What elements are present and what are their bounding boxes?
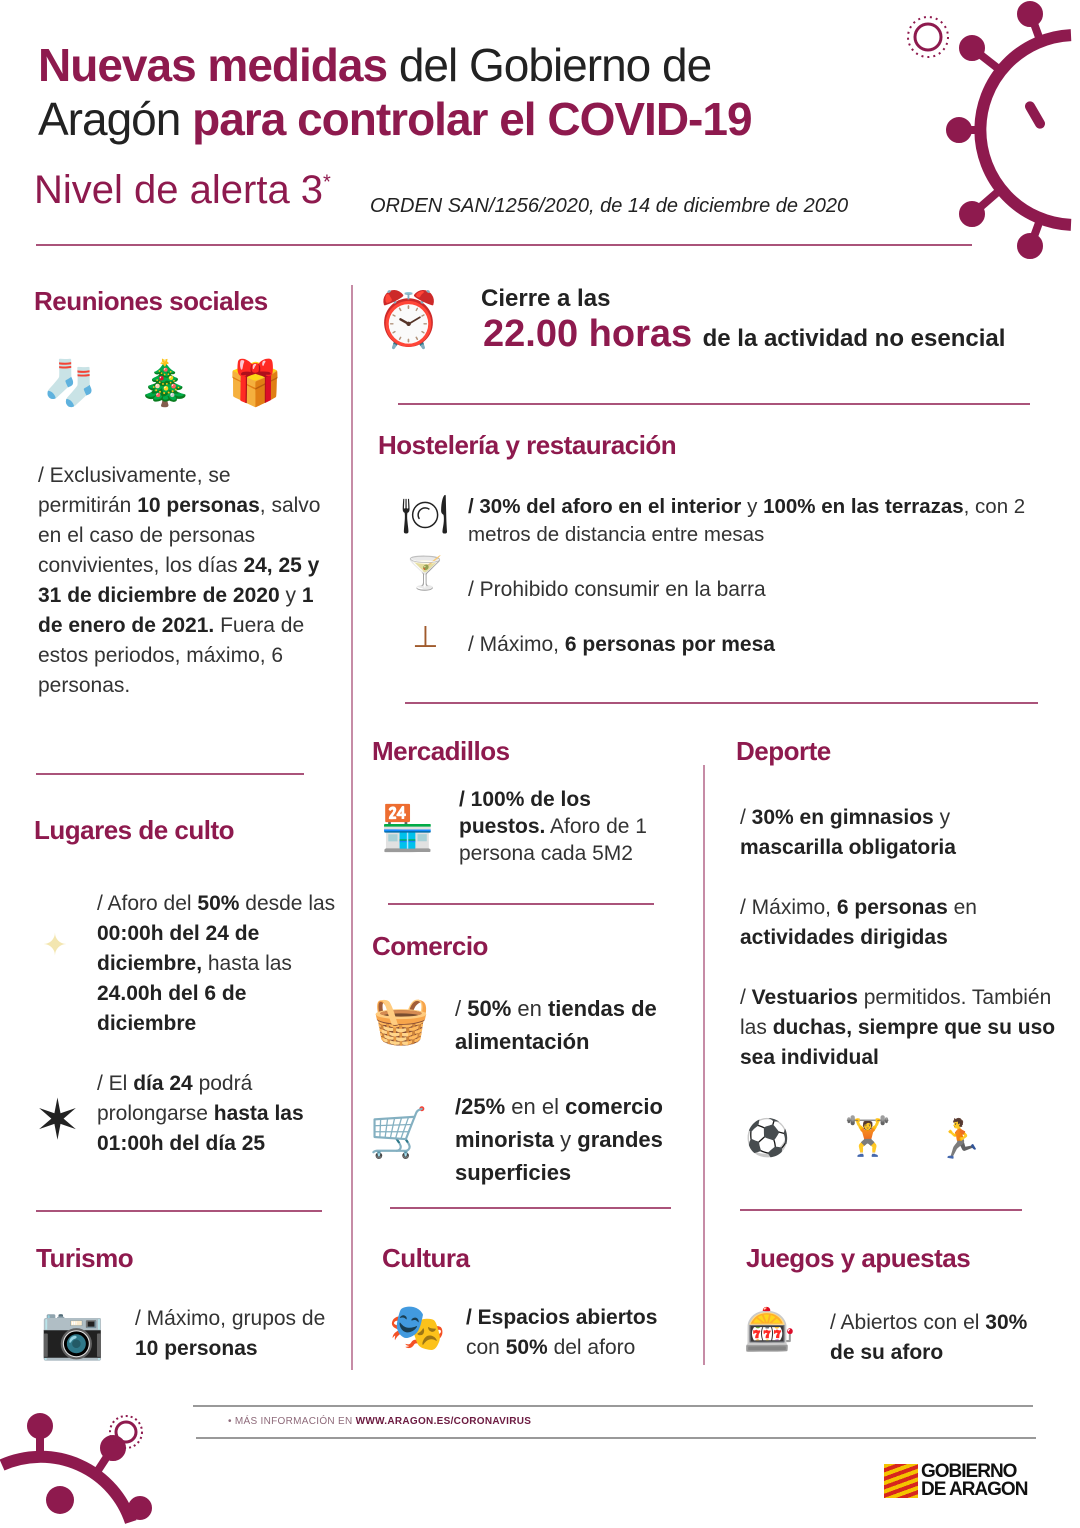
shopping-cart-icon: 🛒 — [368, 1107, 429, 1160]
text-segment: Fuera de estos periodos, máximo, 6 personas. — [38, 614, 305, 697]
text-segment: , con 2 metros de distancia entre mesas — [468, 495, 1026, 546]
text-segment: y — [554, 1127, 578, 1152]
text-segment: / Máximo, — [740, 896, 837, 919]
text-segment: y — [933, 806, 951, 829]
table-chairs-icon: ⊥ — [412, 620, 439, 654]
text-segment: / Máximo, grupos de — [135, 1307, 326, 1330]
text-segment: / Exclusivamente, se permitirán — [38, 464, 231, 517]
divider — [405, 702, 1038, 704]
text-segment: hasta las — [202, 952, 292, 975]
culto-item — [97, 1069, 337, 1159]
text-segment: / Máximo, — [468, 633, 565, 656]
light-glow-icon: ✦ — [42, 928, 68, 962]
divider — [390, 1207, 671, 1209]
text-emphasis: día 24 — [133, 1072, 193, 1095]
aragon-flag-icon — [884, 1464, 918, 1498]
closing-time: 22.00 horas — [483, 313, 693, 355]
text-segment: y — [279, 584, 302, 607]
section-title-hosteleria: Hostelería y restauración — [378, 430, 677, 460]
text-emphasis: 50% — [505, 1336, 548, 1359]
text-emphasis: / 100% de los puestos. — [459, 788, 591, 838]
reuniones-text — [38, 461, 323, 701]
text-emphasis: 6 personas por mesa — [564, 633, 775, 656]
ornaments-icon: 🎁 — [227, 358, 283, 408]
text-segment: / — [455, 996, 468, 1021]
divider — [36, 773, 304, 775]
section-title-deporte: Deporte — [736, 736, 831, 766]
text-emphasis: 30% en gimnasios — [751, 806, 934, 829]
text-segment: y — [741, 495, 764, 518]
closing-rest: de la actividad no esencial — [702, 325, 1006, 352]
gobierno-aragon-logo: GOBIERNO DE ARAGON — [884, 1463, 1027, 1499]
text-segment: en — [511, 996, 548, 1021]
text-segment: permitidos. También las — [740, 986, 1052, 1039]
text-emphasis: 30% de su aforo — [830, 1311, 1028, 1364]
text-emphasis: 50% — [467, 996, 512, 1021]
turismo-text — [135, 1304, 335, 1364]
divider — [36, 1210, 322, 1212]
hosteleria-item — [468, 575, 1028, 605]
small-virus-icon — [905, 14, 951, 60]
soccer-ball-icon: ⚽ — [745, 1116, 790, 1158]
text-emphasis: / Espacios abiertos — [466, 1306, 658, 1329]
text-segment: / Abiertos con el — [830, 1311, 986, 1334]
alarm-clock-icon: ⏰ — [375, 290, 443, 350]
comercio-item — [455, 1090, 695, 1189]
text-segment: desde las — [239, 892, 336, 915]
text-emphasis: 6 personas — [836, 896, 948, 919]
text-segment: / Aforo del — [97, 892, 198, 915]
text-segment: / El — [97, 1072, 134, 1095]
text-emphasis: /25% — [455, 1094, 506, 1119]
section-title-culto: Lugares de culto — [34, 815, 235, 845]
text-segment: , salvo en el caso de personas convivientes, los días — [38, 494, 321, 577]
text-emphasis: actividades dirigidas — [740, 926, 948, 949]
closing-text — [483, 313, 1005, 356]
cloche-tray-icon: 🍽 — [400, 494, 450, 536]
text-emphasis: duchas, siempre que su uso sea individual — [740, 1016, 1056, 1069]
text-segment: Aforo de 1 persona cada 5M2 — [459, 815, 647, 865]
info-link[interactable]: WWW.ARAGON.ES/CORONAVIRUS — [355, 1416, 532, 1427]
text-segment: en el — [505, 1094, 566, 1119]
page-title: Nuevas medidas del Gobierno de Aragón para controlar el COVID-19 — [38, 39, 752, 145]
closing-line1: Cierre a las — [481, 285, 611, 312]
section-title-turismo: Turismo — [36, 1243, 134, 1273]
runner-icon: 🏃 — [936, 1119, 984, 1161]
text-segment: en — [947, 896, 977, 919]
theater-masks-icon: 🎭 — [388, 1301, 447, 1353]
text-emphasis: 100% en las terrazas — [763, 495, 964, 518]
poker-chips-icon: 🎰 — [743, 1305, 797, 1353]
christmas-tree-icon: 🎄 — [137, 358, 193, 408]
cultura-text — [466, 1303, 696, 1363]
text-emphasis: / 30% del aforo en el interior — [468, 495, 742, 518]
hosteleria-item — [468, 493, 1038, 549]
divider — [193, 1405, 1033, 1407]
text-emphasis: 24, 25 y 31 de diciembre de 2020 — [38, 554, 320, 607]
section-title-mercadillos: Mercadillos — [372, 736, 510, 766]
section-title-cultura: Cultura — [382, 1243, 470, 1273]
mercadillos-text — [459, 786, 679, 867]
stocking-icon: 🧦 — [42, 358, 98, 408]
alert-level: Nivel de alerta 3* — [34, 168, 331, 212]
more-info: • MÁS INFORMACIÓN EN WWW.ARAGON.ES/CORONAVIRUS — [228, 1416, 532, 1427]
comercio-item — [455, 992, 690, 1058]
text-emphasis: hasta las 01:00h del día 25 — [97, 1102, 304, 1155]
divider — [703, 765, 705, 1365]
camera-icon: 📷 — [40, 1304, 105, 1362]
text-emphasis: 1 de enero de 2021. — [38, 584, 314, 637]
divider — [351, 285, 353, 1370]
divider — [196, 1437, 1036, 1439]
deporte-item — [740, 893, 1040, 953]
text-emphasis: grandes superficies — [455, 1127, 663, 1185]
text-segment: / — [740, 986, 752, 1009]
star-sparkle-icon: ✶ — [34, 1088, 81, 1151]
divider — [36, 244, 972, 246]
virus-illustration-top — [945, 0, 1080, 260]
section-title-reuniones: Reuniones sociales — [34, 286, 268, 316]
text-emphasis: 50% — [197, 892, 240, 915]
text-segment: podrá prolongarse — [97, 1072, 253, 1125]
section-title-juegos: Juegos y apuestas — [746, 1243, 971, 1273]
text-segment: / Prohibido consumir en la barra — [468, 578, 766, 601]
weightlifter-icon: 🏋 — [844, 1116, 892, 1158]
text-emphasis: comercio minorista — [455, 1094, 663, 1152]
text-emphasis: 10 personas — [137, 494, 260, 517]
text-emphasis: 00:00h del 24 de diciembre, — [97, 922, 260, 975]
deporte-item — [740, 983, 1060, 1073]
text-segment: con — [466, 1336, 506, 1359]
divider — [740, 1209, 1022, 1211]
market-stall-icon: 🏪 — [380, 803, 435, 853]
order-reference: ORDEN SAN/1256/2020, de 14 de diciembre de 2020 — [370, 195, 849, 217]
text-emphasis: 10 personas — [135, 1337, 258, 1360]
text-emphasis: 24.00h del 6 de diciembre — [97, 982, 247, 1035]
text-emphasis: tiendas de alimentación — [455, 996, 657, 1054]
grocery-basket-icon: 🧺 — [372, 993, 431, 1046]
culto-item — [97, 889, 347, 1039]
divider — [398, 403, 1030, 405]
text-segment: / — [740, 806, 752, 829]
deporte-item — [740, 803, 1040, 863]
text-emphasis: Vestuarios — [751, 986, 858, 1009]
divider — [388, 903, 654, 905]
small-virus-icon — [108, 1414, 144, 1450]
juegos-text — [830, 1308, 1030, 1368]
text-segment: del aforo — [547, 1336, 636, 1359]
cocktail-icon: 🍸 — [405, 554, 445, 591]
text-emphasis: mascarilla obligatoria — [740, 836, 956, 859]
section-title-comercio: Comercio — [372, 931, 488, 961]
hosteleria-item — [468, 630, 1028, 660]
